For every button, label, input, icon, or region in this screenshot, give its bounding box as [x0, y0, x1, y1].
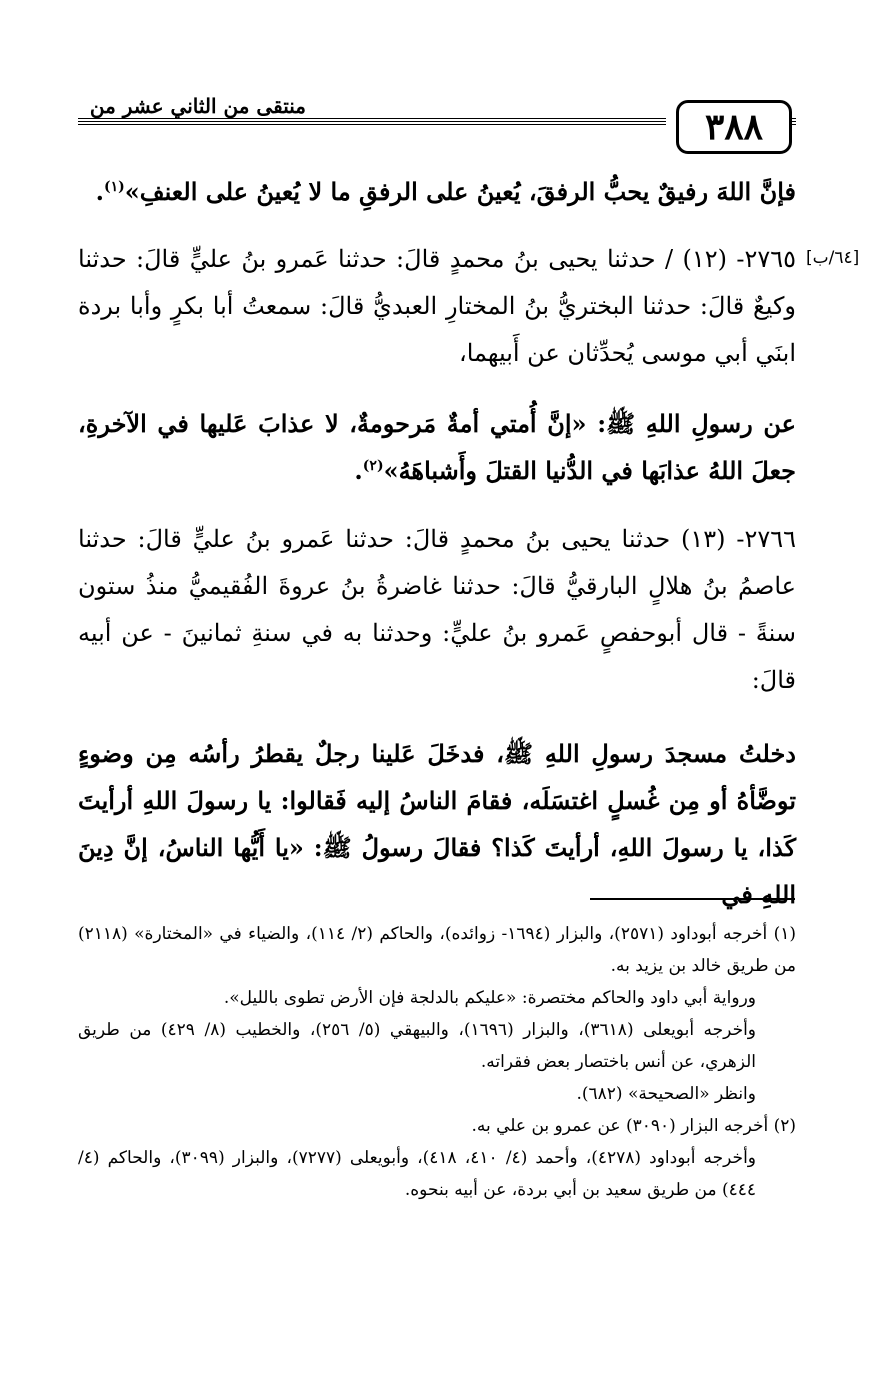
page-header — [78, 94, 796, 160]
footnotes — [78, 918, 796, 1206]
paragraph-2-text: ٢٧٦٥- (١٢) / حدثنا يحيى بنُ محمدٍ قالَ: حدثنا عَمرو بنُ عليٍّ قالَ: حدثنا وكيعٌ قالَ: حدثنا البختريُّ بنُ المختارِ العبديُّ قالَ: سمعتُ أبا بكرٍ وأبا بردة ابنَي أبي موسى يُحدِّثان عن أَبيهما، — [78, 245, 796, 367]
paragraph-1-text: فإنَّ اللهَ رفيقٌ يحبُّ الرفقَ، يُعينُ على الرفقِ ما لا يُعينُ على العنفِ» — [124, 177, 796, 206]
paragraph-3-text: عن رسولِ اللهِ ﷺ: «إنَّ أُمتي أمةٌ مَرحومةٌ، لا عذابَ عَليها في الآخرةِ، جعلَ اللهُ عذابَها في الدُّنيا القتلَ وأَشباهَهُ» — [78, 409, 796, 485]
footnote-1-note-a: ورواية أبي داود والحاكم مختصرة: «عليكم بالدلجة فإن الأرض تطوى بالليل». — [223, 988, 756, 1008]
paragraph-4 — [78, 516, 796, 704]
paragraph-1-tail: . — [95, 177, 104, 206]
footnote-divider — [590, 898, 795, 900]
paragraph-4-text: ٢٧٦٦- (١٣) حدثنا يحيى بنُ محمدٍ قالَ: حدثنا عَمرو بنُ عليٍّ قالَ: حدثنا عاصمُ بنُ هلالٍ البارقيُّ قالَ: حدثنا غاضرةُ بنُ عروةَ الفُقيميُّ منذُ ستون سنةً - قال أبوحفصٍ عَمرو بنُ عليٍّ: وحدثنا به في سنةِ ثمانينَ - عن أبيه قالَ: — [78, 525, 796, 694]
footnote-ref-2: (٢) — [362, 458, 384, 474]
paragraph-5 — [78, 730, 796, 918]
page-number: ٣٨٨ — [676, 100, 792, 154]
paragraph-5-text: دخلتُ مسجدَ رسولِ اللهِ ﷺ، فدخَلَ عَلينا رجلٌ يقطرُ رأسُه مِن وضوءٍ توضَّأهُ أو مِن غُسلٍ اغتسَلَه، فقامَ الناسُ إليه فَقالوا: يا رسولَ اللهِ أرأيتَ كَذا، يا رسولَ اللهِ، أرأيتَ كَذا؟ فقالَ رسولُ ﷺ: «يا أَيُّها الناسُ، إنَّ دِينَ اللهِ في — [78, 739, 796, 909]
paragraph-1 — [78, 168, 796, 215]
running-title: منتقى من الثاني عشر من — [89, 94, 306, 118]
footnote-1: (١) أخرجه أبوداود (٢٥٧١)، والبزار (١٦٩٤- زوائده)، والحاكم (٢/ ١١٤)، والضياء في «المختارة» (٢١١٨) من طريق خالد بن يزيد به. — [78, 924, 796, 976]
margin-folio-marker: [٦٤/ب] — [806, 248, 860, 268]
footnote-1-note-b: وأخرجه أبويعلى (٣٦١٨)، والبزار (١٦٩٦)، والبيهقي (٥/ ٢٥٦)، والخطيب (٨/ ٤٢٩) من طريق الزهري، عن أنس باختصار بعض فقراته. — [78, 1020, 757, 1072]
footnote-1-note-c: وانظر «الصحيحة» (٦٨٢). — [576, 1084, 756, 1104]
footnote-ref-1: (١) — [103, 179, 125, 195]
footnote-2: (٢) أخرجه البزار (٣٠٩٠) عن عمرو بن علي به. — [471, 1116, 796, 1136]
paragraph-3-tail: . — [354, 456, 363, 485]
paragraph-3 — [78, 400, 796, 494]
header-rule-left — [78, 118, 666, 127]
footnote-2-note-a: وأخرجه أبوداود (٤٢٧٨)، وأحمد (٤/ ٤١٠، ٤١٨)، وأبويعلى (٧٢٧٧)، والبزار (٣٠٩٩)، والحاكم (٤/ ٤٤٤) من طريق سعيد بن أبي بردة، عن أبيه بنحوه. — [78, 1148, 756, 1200]
paragraph-2 — [78, 236, 796, 377]
